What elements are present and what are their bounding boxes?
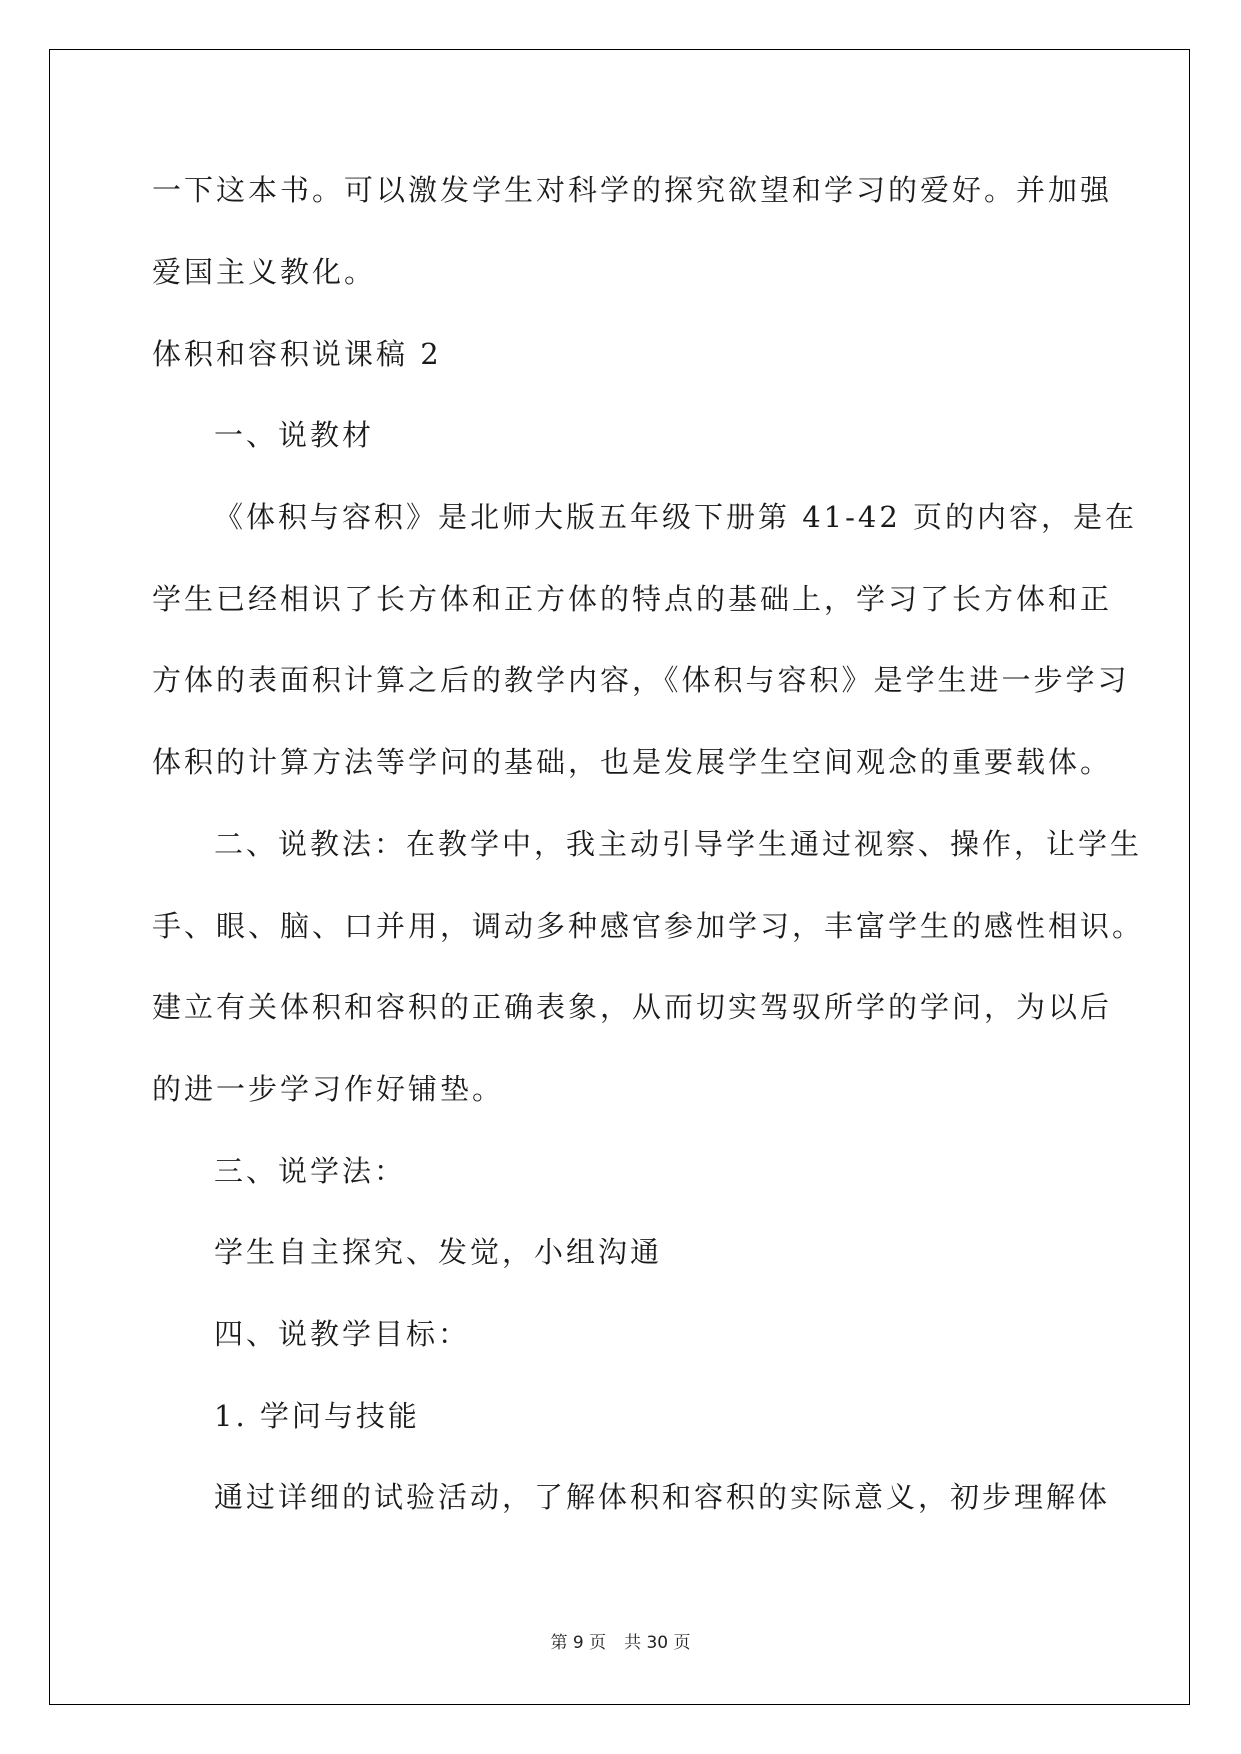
page-border xyxy=(49,49,1190,1705)
page-total: 共 30 页 xyxy=(624,1633,691,1653)
paragraph-line: 学生自主探究、发觉，小组沟通 xyxy=(214,1235,663,1269)
paragraph-line: 方体的表面积计算之后的教学内容，《体积与容积》是学生进一步学习 xyxy=(152,663,1130,697)
paragraph-line: 《体积与容积》是北师大版五年级下册第 41-42 页的内容，是在 xyxy=(214,500,1138,534)
page-number: 第 9 页 xyxy=(550,1633,607,1653)
paragraph-line: 体积的计算方法等学问的基础，也是发展学生空间观念的重要载体。 xyxy=(152,745,1113,779)
paragraph-line: 手、眼、脑、口并用，调动多种感官参加学习，丰富学生的感性相识。 xyxy=(152,909,1145,943)
section-title: 体积和容积说课稿 2 xyxy=(152,337,442,371)
subheading: 1. 学问与技能 xyxy=(214,1399,420,1433)
paragraph-line: 学生已经相识了长方体和正方体的特点的基础上，学习了长方体和正 xyxy=(152,582,1113,616)
paragraph-line: 的进一步学习作好铺垫。 xyxy=(152,1072,505,1106)
heading-1: 一、说教材 xyxy=(214,418,375,452)
paragraph-line: 一下这本书。可以激发学生对科学的探究欲望和学习的爱好。并加强 xyxy=(152,173,1113,207)
heading-4: 四、说教学目标： xyxy=(214,1317,471,1351)
heading-3: 三、说学法： xyxy=(214,1154,407,1188)
paragraph-line: 爱国主义教化。 xyxy=(152,255,377,289)
paragraph-line: 建立有关体积和容积的正确表象，从而切实驾驭所学的学问，为以后 xyxy=(152,990,1113,1024)
page-footer xyxy=(0,1628,1241,1653)
paragraph-line: 二、说教法：在教学中，我主动引导学生通过视察、操作，让学生 xyxy=(214,827,1143,861)
paragraph-line: 通过详细的试验活动，了解体积和容积的实际意义，初步理解体 xyxy=(214,1480,1111,1514)
